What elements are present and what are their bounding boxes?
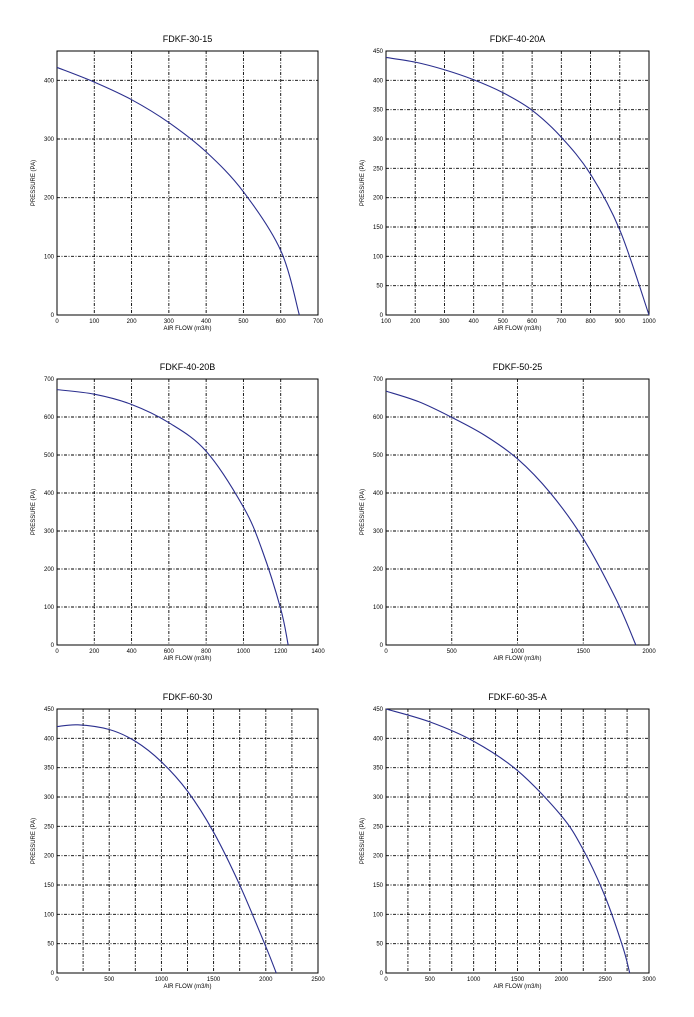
y-axis-label: PRESSURE (PA) xyxy=(31,159,37,207)
x-tick-label: 400 xyxy=(468,319,479,325)
x-tick-label: 800 xyxy=(201,649,212,655)
y-tick-label: 0 xyxy=(50,971,54,977)
y-tick-label: 400 xyxy=(372,78,383,85)
y-tick-label: 100 xyxy=(372,912,383,919)
y-tick-label: 300 xyxy=(372,795,383,801)
y-tick-label: 400 xyxy=(43,78,54,85)
y-tick-label: 500 xyxy=(43,453,54,459)
y-axis-label: PRESSURE (PA) xyxy=(360,159,366,207)
x-tick-label: 300 xyxy=(439,319,450,325)
x-tick-label: 600 xyxy=(163,649,174,655)
x-axis-label: AIR FLOW (m3/h) xyxy=(163,656,212,662)
x-axis-label: AIR FLOW (m3/h) xyxy=(493,326,542,332)
x-tick-label: 1000 xyxy=(154,977,169,983)
y-tick-label: 600 xyxy=(43,415,54,421)
x-tick-label: 600 xyxy=(527,319,538,325)
y-axis-label: PRESSURE (PA) xyxy=(360,488,366,536)
x-tick-label: 400 xyxy=(126,649,137,655)
x-tick-label: 500 xyxy=(104,977,115,983)
y-tick-label: 250 xyxy=(372,824,383,831)
x-tick-label: 700 xyxy=(556,319,567,325)
x-tick-label: 500 xyxy=(424,977,435,983)
x-tick-label: 0 xyxy=(55,319,59,325)
chart-title: FDKF-40-20B xyxy=(159,362,216,372)
x-tick-label: 1500 xyxy=(576,649,590,655)
x-tick-label: 200 xyxy=(410,319,421,325)
y-tick-label: 100 xyxy=(372,254,383,261)
chart-panel xyxy=(31,34,324,332)
x-tick-label: 0 xyxy=(384,649,388,655)
x-axis-label: AIR FLOW (m3/h) xyxy=(493,984,542,990)
x-tick-label: 200 xyxy=(89,649,100,655)
x-tick-label: 2000 xyxy=(642,649,656,655)
x-tick-label: 500 xyxy=(497,319,508,325)
x-tick-label: 1000 xyxy=(642,319,656,325)
y-tick-label: 50 xyxy=(47,941,54,948)
y-tick-label: 300 xyxy=(43,795,54,801)
x-tick-label: 700 xyxy=(312,319,324,325)
plot-frame xyxy=(57,51,318,315)
y-tick-label: 400 xyxy=(372,491,383,497)
chart-title: FDKF-30-15 xyxy=(162,34,213,44)
chart-panel xyxy=(360,362,656,662)
y-tick-label: 50 xyxy=(376,283,383,290)
x-tick-label: 200 xyxy=(126,319,137,325)
x-tick-label: 900 xyxy=(614,319,625,325)
y-tick-label: 50 xyxy=(376,941,383,948)
y-tick-label: 150 xyxy=(372,883,383,889)
y-tick-label: 100 xyxy=(43,254,54,261)
y-tick-label: 150 xyxy=(43,883,54,889)
x-tick-label: 2000 xyxy=(259,977,273,983)
y-tick-label: 300 xyxy=(43,137,54,143)
y-tick-label: 400 xyxy=(43,491,54,497)
y-tick-label: 200 xyxy=(372,853,383,860)
chart-title: FDKF-50-25 xyxy=(492,362,543,372)
y-tick-label: 700 xyxy=(43,377,54,383)
y-tick-label: 600 xyxy=(372,415,383,421)
y-tick-label: 250 xyxy=(43,824,54,831)
y-tick-label: 350 xyxy=(372,765,383,772)
y-tick-label: 100 xyxy=(43,605,54,611)
y-tick-label: 300 xyxy=(43,529,54,535)
y-tick-label: 200 xyxy=(43,195,54,202)
y-tick-label: 400 xyxy=(43,736,54,743)
pressure-curve-line xyxy=(386,57,649,315)
y-tick-label: 350 xyxy=(43,765,54,772)
chart-title: FDKF-60-30 xyxy=(162,692,213,702)
y-tick-label: 700 xyxy=(372,377,383,383)
y-tick-label: 500 xyxy=(372,453,383,459)
x-axis-label: AIR FLOW (m3/h) xyxy=(493,656,542,662)
x-tick-label: 1500 xyxy=(510,977,525,983)
x-tick-label: 0 xyxy=(55,649,59,655)
x-tick-label: 1000 xyxy=(236,649,251,655)
pressure-curve-line xyxy=(57,67,299,315)
chart-title: FDKF-60-35-A xyxy=(488,692,547,702)
x-tick-label: 400 xyxy=(201,319,212,325)
y-tick-label: 450 xyxy=(43,707,54,713)
x-tick-label: 2000 xyxy=(554,977,569,983)
y-axis-label: PRESSURE (PA) xyxy=(31,488,37,536)
x-tick-label: 100 xyxy=(380,319,392,325)
pressure-curve-line xyxy=(386,709,630,973)
x-axis-label: AIR FLOW (m3/h) xyxy=(163,326,212,332)
y-tick-label: 100 xyxy=(43,912,54,919)
x-tick-label: 1500 xyxy=(206,977,221,983)
chart-panel xyxy=(360,692,656,990)
y-tick-label: 0 xyxy=(379,971,383,977)
y-axis-label: PRESSURE (PA) xyxy=(31,817,37,865)
y-tick-label: 450 xyxy=(372,49,383,55)
y-tick-label: 0 xyxy=(379,313,383,319)
x-tick-label: 500 xyxy=(446,649,457,655)
x-tick-label: 3000 xyxy=(642,977,656,983)
y-tick-label: 0 xyxy=(379,643,383,649)
x-tick-label: 2500 xyxy=(598,977,612,983)
chart-panel xyxy=(31,362,325,662)
x-axis-label: AIR FLOW (m3/h) xyxy=(163,984,212,990)
y-tick-label: 100 xyxy=(372,605,383,611)
x-tick-label: 1000 xyxy=(510,649,525,655)
y-tick-label: 350 xyxy=(372,107,383,114)
y-tick-label: 0 xyxy=(50,643,54,649)
y-tick-label: 200 xyxy=(43,567,54,573)
y-tick-label: 0 xyxy=(50,313,54,319)
y-axis-label: PRESSURE (PA) xyxy=(360,817,366,865)
x-tick-label: 500 xyxy=(238,319,249,325)
plot-frame xyxy=(57,379,318,645)
x-tick-label: 300 xyxy=(163,319,174,325)
x-tick-label: 2500 xyxy=(311,977,325,983)
chart-panel xyxy=(360,34,656,332)
x-tick-label: 0 xyxy=(55,977,59,983)
x-tick-label: 800 xyxy=(585,319,596,325)
y-tick-label: 300 xyxy=(372,529,383,535)
plot-frame xyxy=(386,51,649,315)
y-tick-label: 200 xyxy=(372,567,383,573)
pressure-curve-line xyxy=(57,725,276,973)
x-tick-label: 0 xyxy=(384,977,388,983)
y-tick-label: 400 xyxy=(372,736,383,743)
x-tick-label: 600 xyxy=(275,319,286,325)
x-tick-label: 1000 xyxy=(466,977,481,983)
y-tick-label: 250 xyxy=(372,166,383,173)
y-tick-label: 450 xyxy=(372,707,383,713)
x-tick-label: 1400 xyxy=(311,649,325,655)
chart-panel xyxy=(31,692,325,990)
y-tick-label: 150 xyxy=(372,225,383,231)
y-tick-label: 300 xyxy=(372,137,383,143)
x-tick-label: 100 xyxy=(89,319,100,325)
y-tick-label: 200 xyxy=(372,195,383,202)
x-tick-label: 1200 xyxy=(274,649,288,655)
y-tick-label: 200 xyxy=(43,853,54,860)
chart-title: FDKF-40-20A xyxy=(489,34,546,44)
